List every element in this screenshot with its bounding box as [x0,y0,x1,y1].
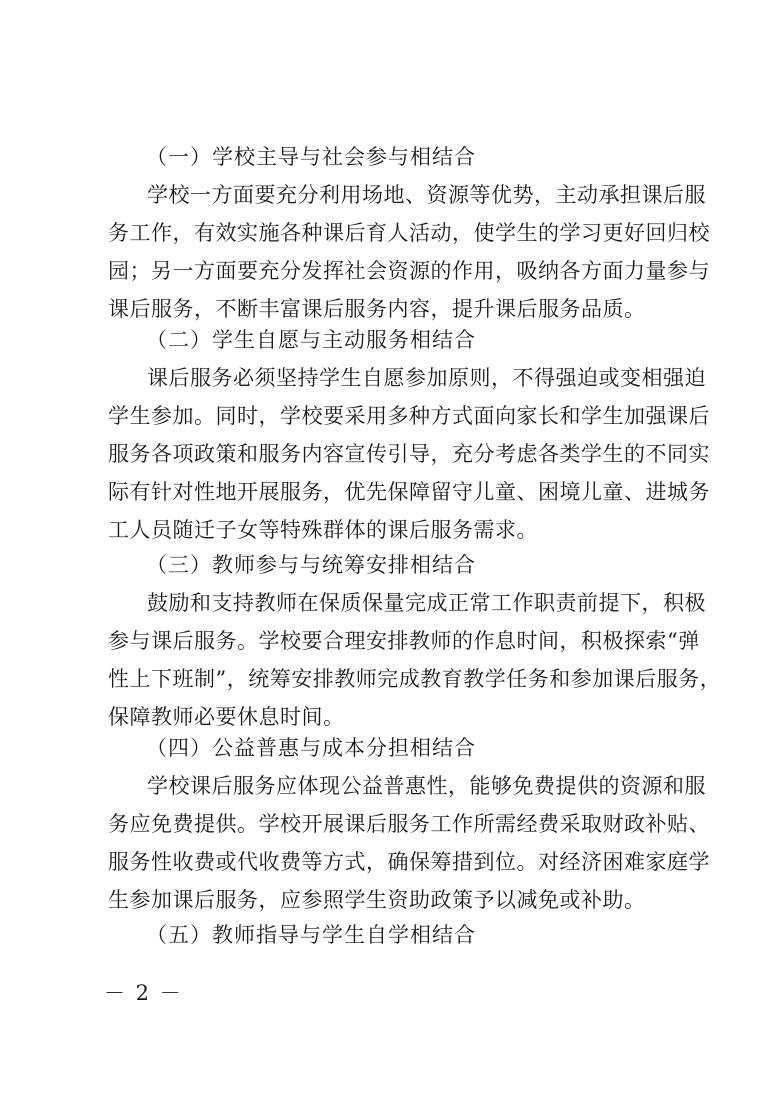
paragraph-line: 保障教师必要休息时间。 [108,705,345,729]
paragraph-line: 服务性收费或代收费等方式，确保筹措到位。对经济困难家庭学 [108,850,710,874]
paragraph-line: 生参加课后服务，应参照学生资助政策予以减免或补助。 [108,888,646,912]
paragraph-line: 学校课后服务应体现公益普惠性，能够免费提供的资源和服 [147,774,706,798]
section-2-paragraph [108,359,710,549]
paragraph-line: 参与课后服务。学校要合理安排教师的作息时间，积极探索“弹 [108,629,700,653]
section-4-paragraph [108,767,710,919]
paragraph-line: 学生参加。同时，学校要采用多种方式面向家长和学生加强课后 [108,404,710,428]
paragraph-line: 园；另一方面要充分发挥社会资源的作用，吸纳各方面力量参与 [108,259,710,283]
paragraph-line: 学校一方面要充分利用场地、资源等优势，主动承担课后服 [147,183,706,207]
section-5-heading: （五）教师指导与学生自学相结合 [146,923,476,947]
page-number: － 2 － [104,981,183,1005]
section-3-heading: （三）教师参与与统筹安排相结合 [146,553,476,577]
paragraph-line: 际有针对性地开展服务，优先保障留守儿童、困境儿童、进城务 [108,480,710,504]
paragraph-line: 课后服务，不断丰富课后服务内容，提升课后服务品质。 [108,297,646,321]
section-1-heading: （一）学校主导与社会参与相结合 [146,145,476,169]
section-1-paragraph [108,176,710,328]
section-3-paragraph [108,584,722,736]
paragraph-line: 务工作，有效实施各种课后育人活动，使学生的学习更好回归校 [108,221,710,245]
paragraph-line: 性上下班制”，统筹安排教师完成教育教学任务和参加课后服务， [108,667,722,691]
section-4-heading: （四）公益普惠与成本分担相结合 [146,736,476,760]
paragraph-line: 工人员随迁子女等特殊群体的课后服务需求。 [108,518,538,542]
paragraph-line: 课后服务必须坚持学生自愿参加原则，不得强迫或变相强迫 [147,366,706,390]
paragraph-line: 服务各项政策和服务内容宣传引导，充分考虑各类学生的不同实 [108,442,710,466]
paragraph-line: 鼓励和支持教师在保质保量完成正常工作职责前提下，积极 [147,591,706,615]
section-2-heading: （二）学生自愿与主动服务相结合 [146,328,476,352]
paragraph-line: 务应免费提供。学校开展课后服务工作所需经费采取财政补贴、 [108,812,710,836]
